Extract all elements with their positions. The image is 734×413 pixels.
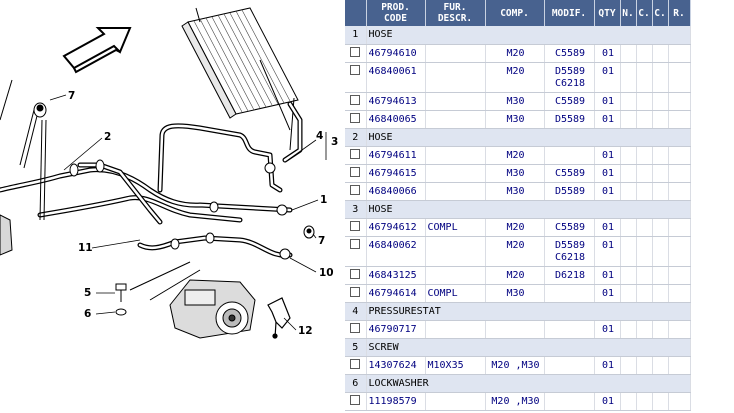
row-checkbox[interactable]	[350, 113, 360, 123]
callout-label: 5	[84, 287, 92, 299]
grommet-icon	[304, 226, 314, 238]
column-header-prod-code: PROD. CODE	[366, 0, 425, 26]
description	[425, 62, 485, 92]
description	[425, 44, 485, 62]
table-header	[345, 0, 690, 26]
screw-icon	[116, 284, 126, 302]
lockwasher-icon	[116, 309, 126, 315]
qty: 01	[594, 146, 620, 164]
row-checkbox[interactable]	[350, 359, 360, 369]
column-header-qty: QTY	[594, 0, 620, 26]
row-checkbox[interactable]	[350, 95, 360, 105]
comp: M30	[485, 92, 544, 110]
modif: C5589	[544, 44, 594, 62]
modif: D6218	[544, 266, 594, 284]
direction-arrow-icon	[64, 28, 130, 72]
comp: M30	[485, 110, 544, 128]
qty: 01	[594, 164, 620, 182]
table-row	[345, 182, 690, 200]
column-header-modif: MODIF.	[544, 0, 594, 26]
callout-label: 7	[68, 90, 76, 102]
row-checkbox[interactable]	[350, 269, 360, 279]
row-checkbox[interactable]	[350, 167, 360, 177]
description	[425, 92, 485, 110]
row-checkbox[interactable]	[350, 65, 360, 75]
parts-table	[345, 0, 691, 411]
modif	[544, 392, 594, 410]
comp: M20	[485, 146, 544, 164]
table-row	[345, 62, 690, 92]
prod-code: 14307624	[366, 356, 425, 374]
row-checkbox[interactable]	[350, 149, 360, 159]
comp	[485, 320, 544, 338]
qty: 01	[594, 266, 620, 284]
column-header-c2: C.	[652, 0, 668, 26]
qty: 01	[594, 182, 620, 200]
modif: C5589	[544, 92, 594, 110]
prod-code: 11198579	[366, 392, 425, 410]
row-checkbox[interactable]	[350, 221, 360, 231]
table-row	[345, 356, 690, 374]
comp: M20	[485, 236, 544, 266]
prod-code: 46794612	[366, 218, 425, 236]
prod-code: 46790717	[366, 320, 425, 338]
comp: M20 ,M30	[485, 392, 544, 410]
group-name: SCREW	[366, 338, 690, 356]
callout-label: 11	[78, 242, 93, 254]
description	[425, 320, 485, 338]
modif	[544, 146, 594, 164]
prod-code: 46840065	[366, 110, 425, 128]
row-checkbox[interactable]	[350, 287, 360, 297]
description	[425, 266, 485, 284]
group-name: PRESSURESTAT	[366, 302, 690, 320]
comp: M20	[485, 44, 544, 62]
prod-code: 46843125	[366, 266, 425, 284]
modif: D5589	[544, 110, 594, 128]
column-header-select	[345, 0, 366, 26]
description	[425, 164, 485, 182]
description	[425, 110, 485, 128]
qty: 01	[594, 110, 620, 128]
prod-code: 46840066	[366, 182, 425, 200]
table-row	[345, 92, 690, 110]
group-row-lockwasher	[345, 374, 690, 392]
engine-part-icon	[0, 215, 12, 255]
row-checkbox[interactable]	[350, 185, 360, 195]
prod-code: 46794611	[366, 146, 425, 164]
row-checkbox[interactable]	[350, 323, 360, 333]
prod-code: 46840061	[366, 62, 425, 92]
group-row-screw	[345, 338, 690, 356]
group-number: 5	[345, 338, 366, 356]
table-row	[345, 320, 690, 338]
qty: 01	[594, 44, 620, 62]
group-name: HOSE	[366, 128, 690, 146]
callout-label: 12	[298, 325, 313, 337]
qty: 01	[594, 218, 620, 236]
modif: C5589	[544, 218, 594, 236]
group-number: 6	[345, 374, 366, 392]
group-row-pressurestat	[345, 302, 690, 320]
callout-label: 3	[331, 136, 339, 148]
row-checkbox[interactable]	[350, 239, 360, 249]
group-number: 4	[345, 302, 366, 320]
group-name: LOCKWASHER	[366, 374, 690, 392]
description: COMPL	[425, 284, 485, 302]
qty: 01	[594, 392, 620, 410]
grommet-icon	[34, 103, 46, 117]
modif	[544, 356, 594, 374]
table-row	[345, 392, 690, 410]
qty: 01	[594, 62, 620, 92]
group-name: HOSE	[366, 200, 690, 218]
description: COMPL	[425, 218, 485, 236]
callout-label: 10	[319, 267, 334, 279]
comp: M30	[485, 164, 544, 182]
table-row	[345, 284, 690, 302]
diagram-drawing	[0, 0, 345, 345]
modif	[544, 284, 594, 302]
callout-label: 1	[320, 194, 328, 206]
column-header-r: R.	[668, 0, 690, 26]
comp: M20	[485, 266, 544, 284]
group-number: 2	[345, 128, 366, 146]
table-row	[345, 236, 690, 266]
callout-label: 7	[318, 235, 326, 247]
qty: 01	[594, 320, 620, 338]
prod-code: 46794613	[366, 92, 425, 110]
group-number: 3	[345, 200, 366, 218]
column-header-n: N.	[620, 0, 636, 26]
bracket-icon	[268, 298, 290, 338]
group-row-hose	[345, 200, 690, 218]
description	[425, 182, 485, 200]
modif: D5589 C6218	[544, 62, 594, 92]
comp: M20 ,M30	[485, 356, 544, 374]
column-header-c1: C.	[636, 0, 652, 26]
left-pipes	[0, 80, 46, 220]
table-row	[345, 146, 690, 164]
callout-label: 4	[316, 130, 324, 142]
prod-code: 46794615	[366, 164, 425, 182]
prod-code: 46794614	[366, 284, 425, 302]
modif: D5589	[544, 182, 594, 200]
description: M10X35	[425, 356, 485, 374]
prod-code: 46840062	[366, 236, 425, 266]
modif	[544, 320, 594, 338]
table-row	[345, 44, 690, 62]
callout-label: 2	[104, 131, 112, 143]
table-row	[345, 110, 690, 128]
callout-label: 6	[84, 308, 92, 320]
row-checkbox[interactable]	[350, 47, 360, 57]
modif: D5589 C6218	[544, 236, 594, 266]
group-name: HOSE	[366, 26, 690, 44]
description	[425, 146, 485, 164]
exploded-parts-diagram	[0, 0, 345, 345]
prod-code: 46794610	[366, 44, 425, 62]
group-number: 1	[345, 26, 366, 44]
column-header-description: FUR. DESCR.	[425, 0, 485, 26]
comp: M30	[485, 284, 544, 302]
qty: 01	[594, 92, 620, 110]
table-row	[345, 266, 690, 284]
modif: C5589	[544, 164, 594, 182]
parts-list-panel	[345, 0, 734, 413]
compressor-icon	[130, 262, 255, 338]
row-checkbox[interactable]	[350, 395, 360, 405]
table-row	[345, 218, 690, 236]
group-row-hose	[345, 128, 690, 146]
group-row-hose	[345, 26, 690, 44]
comp: M20	[485, 62, 544, 92]
description	[425, 236, 485, 266]
description	[425, 392, 485, 410]
qty: 01	[594, 236, 620, 266]
qty: 01	[594, 284, 620, 302]
comp: M20	[485, 218, 544, 236]
qty: 01	[594, 356, 620, 374]
comp: M30	[485, 182, 544, 200]
column-header-comp: COMP.	[485, 0, 544, 26]
table-row	[345, 164, 690, 182]
